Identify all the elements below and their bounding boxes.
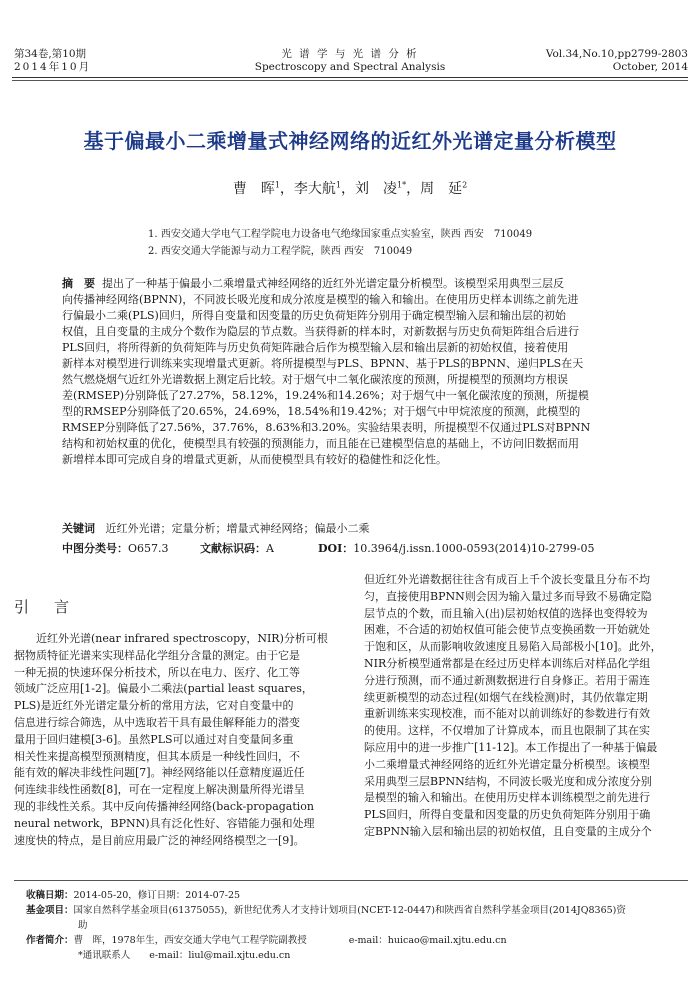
abstract-line: 然气燃烧烟气近红外光谱数据上测定后比较。对于烟气中二氧化碳浓度的预测，所提模型的预测均方根误 (62, 373, 568, 386)
corresponding-author: *通讯联系人 e-mail：liul@mail.xjtu.edu.cn (78, 950, 291, 961)
paper-title: 基于偏最小二乘增量式神经网络的近红外光谱定量分析模型 (83, 129, 617, 153)
intro-line: 于饱和区，从而影响收敛速度且易陷入局部极小[10]。此外， (364, 640, 662, 654)
clc-label: 中图分类号： (62, 542, 128, 555)
intro-line: 相关性来提高模型预测精度，但其本质是一种线性回归，不 (14, 749, 300, 763)
footnotes (26, 888, 688, 963)
intro-line: 际应用中的进一步推广[11-12]。本工作提出了一种基于偏最 (364, 740, 658, 754)
intro-left-column (14, 631, 336, 849)
section-heading-intro: 引 言 (14, 598, 75, 616)
doc-code (200, 541, 274, 557)
abstract-line: 向传播神经网络(BPNN)，不同波长吸光度和成分浓度是模型的输入和输出。在使用历史样本训练之前先进 (62, 293, 579, 306)
footnote-rule (14, 880, 688, 881)
journal-date: 2014年10月 (14, 61, 92, 73)
intro-right-column (364, 572, 688, 841)
fund-label: 基金项目： (26, 905, 74, 916)
journal-pages: Vol.34,No.10,pp2799-2803 (545, 48, 688, 60)
abstract-line: 新增样本即可完成自身的增量式更新，从而使模型具有较好的稳健性和泛化性。 (62, 453, 447, 466)
keywords-label: 关键词 (62, 522, 95, 535)
intro-line: neural network，BPNN)具有泛化性好、容错能力强和处理 (14, 816, 315, 830)
author-3-affil: 1* (397, 180, 407, 190)
header-center (200, 48, 500, 74)
intro-line: 续更新模型的动态过程(如烟气在线检测)时，其仍依靠定期 (364, 690, 648, 704)
header-rule-thin (12, 80, 688, 81)
header-right (546, 48, 688, 74)
author-4: 周 延 (420, 181, 463, 197)
author-separator: ， (341, 181, 355, 197)
author-4-affil: 2 (462, 180, 468, 190)
intro-line: 定BPNN输入层和输出层的初始权值，且自变量的主成分个 (364, 824, 652, 838)
abstract-line: 结构和初始权重的优化，使模型具有较强的预测能力，而且能在已建模型信息的基础上，不访问旧数据而用 (62, 437, 579, 450)
intro-line: 量用于回归建模[3-6]。虽然PLS可以通过对自变量间多重 (14, 732, 294, 746)
fund-text: 国家自然科学基金项目(61375055)，新世纪优秀人才支持计划项目(NCET-12-0447)和陕西省自然科学基金项目(2014JQ8365)资 (73, 905, 626, 916)
keywords (62, 521, 370, 537)
abstract-line: 型的RMSEP分别降低了20.65%，24.69%，18.54%和19.42%；对于烟气中甲烷浓度的预测，此模型的 (62, 405, 581, 418)
intro-line: PLS回归，所得自变量和因变量的历史负荷矩阵分别用于确 (364, 808, 651, 822)
doc-value: A (266, 542, 274, 555)
header-left (14, 48, 91, 74)
author-separator: ， (279, 181, 294, 197)
intro-line: 的使用。这样，不仅增加了计算成本，而且也限制了其在实 (364, 724, 650, 738)
affiliation-1: 1. 西安交通大学电气工程学院电力设备电气绝缘国家重点实验室，陕西 西安 710049 (148, 229, 533, 240)
doi-value: 10.3964/j.issn.1000-0593(2014)10-2799-05 (353, 542, 595, 555)
author-separator: ， (406, 181, 421, 197)
author-1: 曹 晖 (232, 181, 275, 197)
doi-label: DOI： (318, 542, 354, 555)
author-3: 刘 凌 (355, 181, 397, 197)
abstract-line: 新样本对模型进行训练来实现增量式更新。将所提模型与PLS、BPNN、基于PLS的BPNN、递归PLS在天 (62, 357, 584, 370)
received-label: 收稿日期： (26, 890, 74, 901)
abstract-line: 差(RMSEP)分别降低了27.27%，58.12%，19.24%和14.26%；对于烟气中一氧化碳浓度的预测，所提模 (62, 389, 589, 402)
intro-line: 一种无损的快速环保分析技术，所以在电力、医疗、化工等 (14, 665, 300, 679)
header-rule (12, 77, 688, 78)
journal-name-cn: 光 谱 学 与 光 谱 分 析 (281, 48, 419, 60)
journal-name-en: Spectroscopy and Spectral Analysis (254, 61, 446, 73)
author-2-affil: 1 (335, 180, 341, 190)
intro-line: 采用典型三层BPNN结构，不同波长吸光度和成分浓度分别 (364, 774, 652, 788)
author-bio: 曹 晖，1978年生，西安交通大学电气工程学院副教授 (73, 935, 307, 946)
intro-line: 速度快的特点，是目前应用最广泛的神经网络模型之一[9]。 (14, 833, 305, 847)
intro-line: 近红外光谱(near infrared spectroscopy，NIR)分析可根 (14, 632, 328, 645)
abstract-line: 提出了一种基于偏最小二乘增量式神经网络的近红外光谱定量分析模型。该模型采用典型三层反 (102, 277, 564, 290)
classification (62, 541, 169, 557)
author-email: e-mail：huicao@mail.xjtu.edu.cn (348, 935, 507, 946)
abstract (62, 276, 638, 468)
abstract-line: RMSEP分别降低了27.56%，37.76%，8.63%和3.20%。实验结果表明，所提模型不仅通过PLS对BPNN (62, 421, 591, 434)
author-1-affil: 1 (274, 180, 280, 190)
intro-line: NIR分析模型通常都是在经过历史样本训练后对样品化学组 (364, 656, 651, 670)
intro-line: 能有效的解决非线性问题[7]。神经网络能以任意精度逼近任 (14, 766, 305, 780)
intro-line: 是模型的输入和输出。在使用历史样本训练模型之前先进行 (364, 791, 650, 805)
abstract-line: 行偏最小二乘(PLS)回归，所得自变量和因变量的历史负荷矩阵分别用于确定模型输入层和输出层的初始 (62, 309, 566, 322)
received-value: 2014-05-20，修订日期：2014-07-25 (73, 890, 241, 901)
abstract-label: 摘 要 (62, 277, 95, 290)
intro-line: 小二乘增量式神经网络的近红外光谱定量分析模型。该模型 (364, 757, 650, 771)
abstract-line: 权值，且自变量的主成分个数作为隐层的节点数。当获得新的样本时，对新数据与历史负荷矩阵组合后进行 (62, 325, 579, 338)
fund-text-cont: 助 (78, 920, 88, 931)
intro-line: 重新训练来实现校准，而不能对以前训练好的参数进行有效 (364, 707, 650, 721)
journal-volume: 第34卷,第10期 (14, 48, 87, 60)
intro-line: 据物质特征光谱来实现样品化学组分含量的测定。由于它是 (14, 648, 300, 662)
intro-line: 匀，直接使用BPNN则会因为输入量过多而导致不易确定隐 (364, 589, 652, 603)
affiliations (148, 228, 532, 259)
intro-line: 何连续非线性函数[8]，可在一定程度上解决测量所得光谱呈 (14, 783, 305, 797)
intro-line: 困难，不合适的初始权值可能会使节点变换函数一开始就处 (364, 623, 650, 637)
intro-line: 但近红外光谱数据往往含有成百上千个波长变量且分布不均 (364, 573, 650, 586)
intro-line: 层节点的个数，而且输入(出)层初始权值的选择也变得较为 (364, 606, 648, 620)
intro-line: 分进行预测，而不通过新测数据进行自身修正。若用于需连 (364, 673, 650, 687)
doi (318, 541, 594, 557)
keywords-text: 近红外光谱；定量分析；增量式神经网络；偏最小二乘 (105, 522, 370, 535)
intro-line: PLS)是近红外光谱定量分析的常用方法，它对自变量中的 (14, 699, 294, 713)
intro-line: 信息进行综合筛选，从中选取若干具有最佳解释能力的潜变 (14, 715, 300, 729)
doc-label: 文献标识码： (200, 542, 266, 555)
intro-line: 现的非线性关系。其中反向传播神经网络(back-propagation (14, 799, 315, 813)
intro-line: 领域广泛应用[1-2]。偏最小二乘法(partial least squares， (14, 682, 313, 696)
author-list (0, 178, 700, 198)
abstract-line: PLS回归，将所得新的负荷矩阵与历史负荷矩阵融合后作为模型输入层和输出层新的初始权值，接着使用 (62, 341, 569, 354)
affiliation-2: 2. 西安交通大学能源与动力工程学院，陕西 西安 710049 (148, 246, 413, 257)
author-bio-label: 作者简介： (26, 935, 74, 946)
journal-month: October, 2014 (612, 61, 688, 73)
author-2: 李大航 (293, 181, 336, 197)
clc-value: O657.3 (128, 542, 169, 555)
